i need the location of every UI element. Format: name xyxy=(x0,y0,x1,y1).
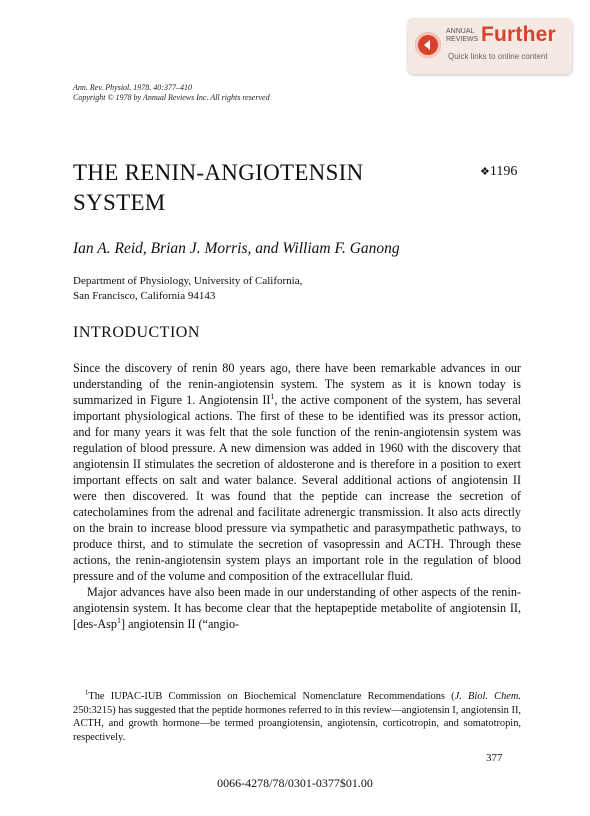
paragraph: Major advances have also been made in our understanding of other aspects of the renin-angiotensin system. It has become clear that the heptapeptide metabolite of angiotensin II, [des-Asp$^1$] angiotensin II (“angio- xyxy=(73,585,521,631)
affiliation: Department of Physiology, University of California, San Francisco, California 94143 xyxy=(73,275,303,302)
further-subtitle[interactable]: Quick links to online content xyxy=(448,52,548,61)
article-title: THE RENIN-ANGIOTENSIN SYSTEM xyxy=(73,160,364,215)
article-code: 0066-4278/78/0301-0377$01.00 xyxy=(217,776,373,790)
copyright-line: Copyright © 1978 by Annual Reviews Inc. All rights reserved xyxy=(73,93,270,102)
play-arrow-icon xyxy=(415,32,441,58)
diamond-icon: ❖ xyxy=(480,166,490,178)
further-banner[interactable] xyxy=(408,18,572,74)
further-title[interactable]: Further xyxy=(481,23,556,46)
page-number: 377 xyxy=(486,752,503,764)
paragraph: Since the discovery of renin 80 years ago, there have been remarkable advances in our understanding of the renin-angiotensin system. The system as it is known today is summarized in Figure 1. Angiotensin $II^1$, the active component of the system, has several important physiological actions. The first of these to be identified was its pressor action, and for many years it was felt that the sole function of the renin-angiotensin system was regulation of blood pressure. A new dimension was added in 1960 with the discovery that angiotensin II stimulates the secretion of aldosterone and is therefore in a position to exert important effects on salt and water balance. Several additional actions of angiotensin II were then discovered. It was found that the peptide can increase the secretion of catecholamines from the adrenal and facilitate adrenergic transmission. It also acts directly on the brain to increase blood pressure via sympathetic and parasympathetic pathways, to produce thirst, and to stimulate the secretion of vasopressin and ACTH. Through these actions, the renin-angiotensin system plays an important role in the regulation of blood pressure and of the volume and composition of the extracellular fluid. xyxy=(73,361,522,583)
citation-line: Ann. Rev. Physiol. 1978. 40:377–410 xyxy=(73,83,192,92)
body-text xyxy=(73,360,521,632)
article-id: ❖1196 xyxy=(480,164,518,179)
footnote: $^1$The IUPAC-IUB Commission on Biochemical Nomenclature Recommendations (J. Biol. Chem. 250:3215) has suggested that the peptide hormones referred to in this review—angiotensin I, angiotensin II, ACTH, and growth hormone—be termed proangiotensin, angiotensin, corticotropin, and somatotropin, respectively. xyxy=(73,689,521,743)
journal-citation xyxy=(73,83,270,103)
authors: Ian A. Reid, Brian J. Morris, and William F. Ganong xyxy=(73,240,400,257)
section-heading: INTRODUCTION xyxy=(73,324,200,341)
publisher-logo-text: ANNUAL REVIEWS xyxy=(446,28,479,43)
